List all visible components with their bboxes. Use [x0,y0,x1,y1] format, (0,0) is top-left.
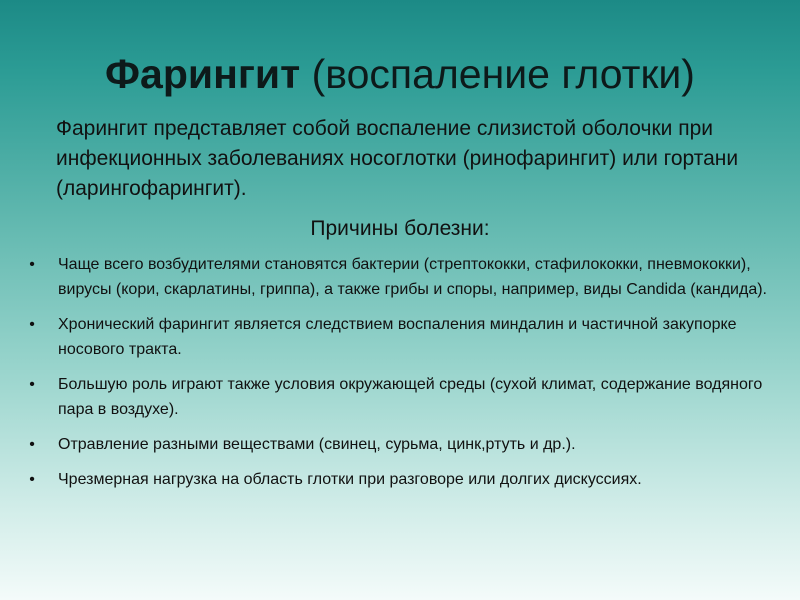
causes-list [18,252,778,502]
bullet-icon: • [29,316,35,333]
slide-title [0,48,800,100]
list-item [18,372,778,422]
list-item-text: Отравление разными веществами (свинец, сурьма, цинк,ртуть и др.). [58,436,576,453]
causes-heading: Причины болезни: [310,217,490,240]
list-item [18,312,778,362]
bullet-icon: • [29,256,35,273]
slide-title-main: Фарингит [105,51,301,97]
list-item [18,432,778,457]
list-item-text: Чрезмерная нагрузка на область глотки при разговоре или долгих дискуссиях. [58,471,642,488]
list-item-text: Чаще всего возбудителями становятся бактерии (стрептококки, стафилококки, пневмококки), вирусы (кори, скарлатины, гриппа), а также грибы и споры, например, виды Candida (кандида). [58,256,767,298]
intro-paragraph: Фарингит представляет собой воспаление слизистой оболочки при инфекционных заболеваниях носоглотки (ринофарингит) или гортани (ларингофарингит). [56,117,739,200]
bullet-icon: • [29,436,35,453]
bullet-icon: • [29,471,35,488]
list-item [18,467,778,492]
bullet-icon: • [29,376,35,393]
list-item [18,252,778,302]
list-item-text: Хронический фарингит является следствием воспаления миндалин и частичной закупорке носового тракта. [58,316,737,358]
slide-title-subtitle: (воспаление глотки) [300,51,695,97]
list-item-text: Большую роль играют также условия окружающей среды (сухой климат, содержание водяного пара в воздухе). [58,376,763,418]
